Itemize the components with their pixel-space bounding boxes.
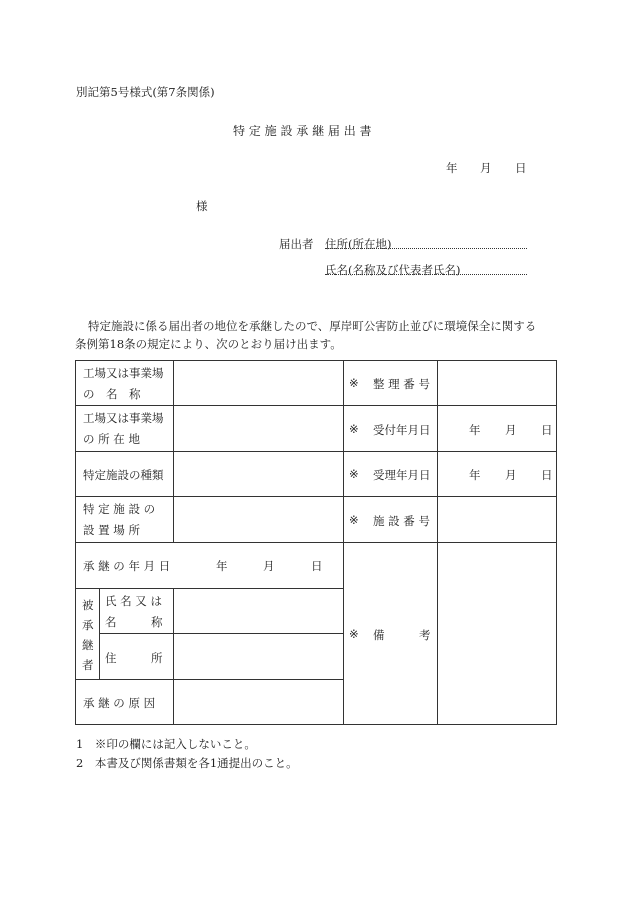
successor-vertical-3: 継 xyxy=(82,638,94,652)
date-month: 月 xyxy=(480,161,492,175)
successor-vertical-1: 被 xyxy=(82,598,94,612)
succession-date-label: 承 継 の 年 月 日 xyxy=(83,559,171,573)
succession-date-day: 日 xyxy=(311,559,323,573)
successor-address-field[interactable] xyxy=(174,634,343,679)
facility-type-field[interactable] xyxy=(174,452,343,496)
factory-location-label-2: の 所 在 地 xyxy=(83,432,140,446)
remarks-label: 備 考 xyxy=(373,628,431,642)
process-date-year: 年 xyxy=(469,468,481,482)
process-date-mark: ※ xyxy=(349,467,359,481)
note-1: 1 ※印の欄には記入しないこと。 xyxy=(76,737,256,751)
factory-name-label-2: の 名 称 xyxy=(83,387,141,401)
receipt-date-label: 受付年月日 xyxy=(373,423,431,437)
succession-reason-label: 承 継 の 原 因 xyxy=(83,696,156,710)
applicant-label: 届出者 xyxy=(279,237,314,251)
ref-number-label: 整 理 番 号 xyxy=(373,377,430,391)
factory-location-label-1: 工場又は事業場 xyxy=(83,411,164,425)
successor-vertical-2: 承 xyxy=(82,618,94,632)
facility-number-mark: ※ xyxy=(349,513,359,527)
form-table xyxy=(75,360,557,725)
applicant-name-label: 氏名(名称及び代表者氏名) xyxy=(325,263,461,277)
install-place-label-2: 設 置 場 所 xyxy=(83,523,140,537)
succession-date-month: 月 xyxy=(263,559,275,573)
install-place-field[interactable] xyxy=(174,497,343,542)
form-reference: 別記第5号様式(第7条関係) xyxy=(76,85,215,99)
install-place-label-1: 特 定 施 設 の xyxy=(83,502,156,516)
body-text-line2: 条例第18条の規定により、次のとおり届け出ます。 xyxy=(75,337,342,351)
document-title: 特 定 施 設 承 継 届 出 書 xyxy=(233,124,372,138)
applicant-address-line[interactable] xyxy=(325,247,527,249)
receipt-date-day: 日 xyxy=(541,423,553,437)
remarks-mark: ※ xyxy=(349,627,359,641)
receipt-date-month: 月 xyxy=(505,423,517,437)
process-date-label: 受理年月日 xyxy=(373,468,431,482)
note-2: 2 本書及び関係書類を各1通提出のこと。 xyxy=(76,756,298,770)
date-year: 年 xyxy=(446,161,458,175)
process-date-day: 日 xyxy=(541,468,553,482)
applicant-address-label: 住所(所在地) xyxy=(325,237,392,251)
successor-address-label: 住 所 xyxy=(105,651,163,665)
factory-location-field[interactable] xyxy=(174,406,343,451)
date-day: 日 xyxy=(515,161,527,175)
receipt-date-year: 年 xyxy=(469,423,481,437)
factory-name-field[interactable] xyxy=(174,361,343,405)
body-text-line1: 特定施設に係る届出者の地位を承継したので、厚岸町公害防止並びに環境保全に関する xyxy=(88,319,537,333)
applicant-name-line[interactable] xyxy=(325,273,527,275)
successor-name-label-1: 氏 名 又 は xyxy=(105,594,162,608)
ref-number-mark: ※ xyxy=(349,376,359,390)
facility-number-label: 施 設 番 号 xyxy=(373,514,430,528)
receipt-date-mark: ※ xyxy=(349,422,359,436)
successor-vertical-4: 者 xyxy=(82,658,94,672)
successor-name-field[interactable] xyxy=(174,589,343,633)
process-date-month: 月 xyxy=(505,468,517,482)
succession-date-year: 年 xyxy=(216,559,228,573)
addressee-suffix: 様 xyxy=(196,199,208,213)
succession-reason-field[interactable] xyxy=(174,680,343,724)
facility-type-label: 特定施設の種類 xyxy=(83,468,164,482)
factory-name-label-1: 工場又は事業場 xyxy=(83,366,164,380)
successor-name-label-2: 名 称 xyxy=(105,615,163,629)
